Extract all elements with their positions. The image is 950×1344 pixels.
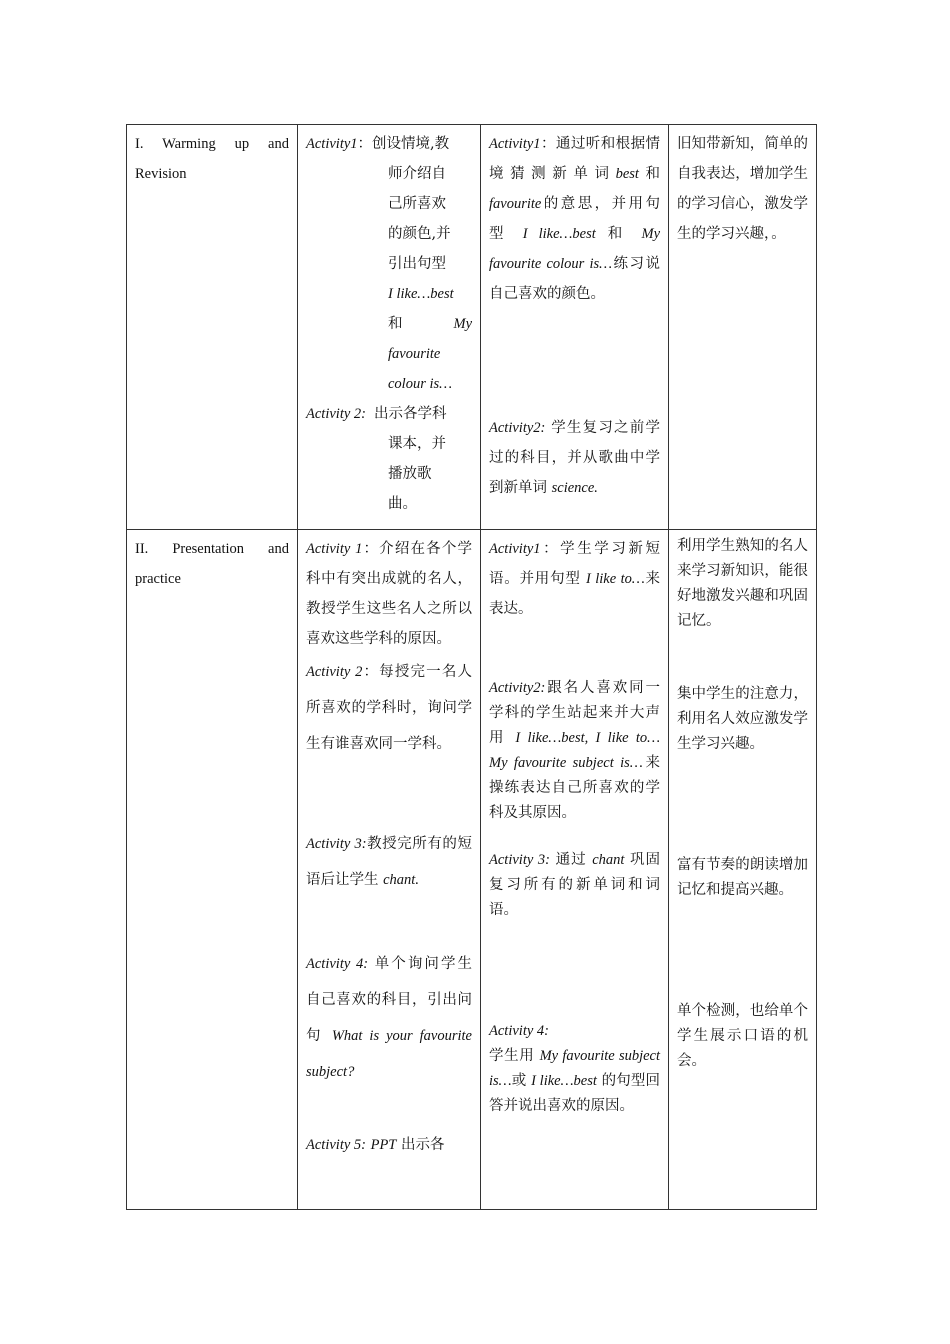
teacher-activity-cell — [298, 125, 481, 530]
student-activity-2: Activity2:跟名人喜欢同一学科的学生站起来并大声用 I like…best, I like to… My favourite subject is…来操练表达自己所喜欢的学科及其原因。 — [489, 680, 661, 821]
purpose-text: 旧知带新知，简单的自我表达，增加学生的学习信心，激发学生的学习兴趣，。 — [677, 136, 808, 242]
stage-label: II. Presentation and practice — [135, 541, 289, 587]
purpose-text-2: 集中学生的注意力，利用名人效应激发学生学习兴趣。 — [677, 686, 808, 752]
teacher-activity-cell — [298, 530, 481, 1210]
teacher-activity-2: Activity 2: 出示各学科 课本，并 播放歌 曲。 — [306, 399, 472, 519]
stage-cell — [127, 125, 298, 530]
student-activity-4: Activity 4: 学生用 My favourite subject is…或 I like…best 的句型回答并说出喜欢的原因。 — [489, 1023, 661, 1114]
activity-label: Activity1 — [306, 136, 358, 152]
student-activity-1: Activity1：学生学习新短语。并用句型 I like to…来表达。 — [489, 541, 661, 617]
purpose-cell — [669, 125, 817, 530]
student-activity-2: Activity2: 学生复习之前学过的科目，并从歌曲中学到新单词 science. — [489, 420, 660, 496]
lesson-plan-table — [126, 124, 817, 1210]
purpose-text-4: 单个检测，也给单个学生展示口语的机会。 — [677, 1003, 808, 1069]
teacher-activity-4: Activity 4: 单个询问学生自己喜欢的科目，引出问句 What is your favourite subject? — [306, 956, 473, 1080]
stage-cell — [127, 530, 298, 1210]
teacher-activity-3: Activity 3:教授完所有的短语后让学生 chant. — [306, 836, 472, 888]
teacher-activity-2: Activity 2：每授完一名人所喜欢的学科时，询问学生有谁喜欢同一学科。 — [306, 664, 473, 752]
table-row — [127, 125, 817, 530]
teacher-activity-5: Activity 5: PPT 出示各 — [306, 1137, 445, 1153]
student-activity-3: Activity 3: 通过 chant 巩固复习所有的新单词和词语。 — [489, 852, 661, 918]
student-activity-cell — [481, 530, 669, 1210]
activity-label: Activity 2: — [306, 406, 366, 422]
student-activity-1: Activity1：通过听和根据情境猜测新单词best和favourite的意思，并用句型 I like…best 和 My favourite colour is…练习说自己喜欢的颜色。 — [489, 136, 661, 302]
purpose-text-3: 富有节奏的朗读增加记忆和提高兴趣。 — [677, 857, 808, 898]
purpose-cell — [669, 530, 817, 1210]
teacher-activity-1: Activity1： 创设情境,教 师介绍自 己所喜欢 的颜色,并 引出句型 I like…best 和 My favourite colour is… — [306, 129, 472, 399]
table-row — [127, 530, 817, 1210]
teacher-activity-1: Activity 1：介绍在各个学科中有突出成就的名人，教授学生这些名人之所以喜欢这些学科的原因。 — [306, 541, 473, 647]
stage-label: I. Warming up and Revision — [135, 136, 289, 182]
activity-text: 创设情境,教 — [372, 136, 450, 152]
student-activity-cell — [481, 125, 669, 530]
purpose-text-1: 利用学生熟知的名人来学习新知识，能很好地激发兴趣和巩固记忆。 — [677, 538, 808, 629]
